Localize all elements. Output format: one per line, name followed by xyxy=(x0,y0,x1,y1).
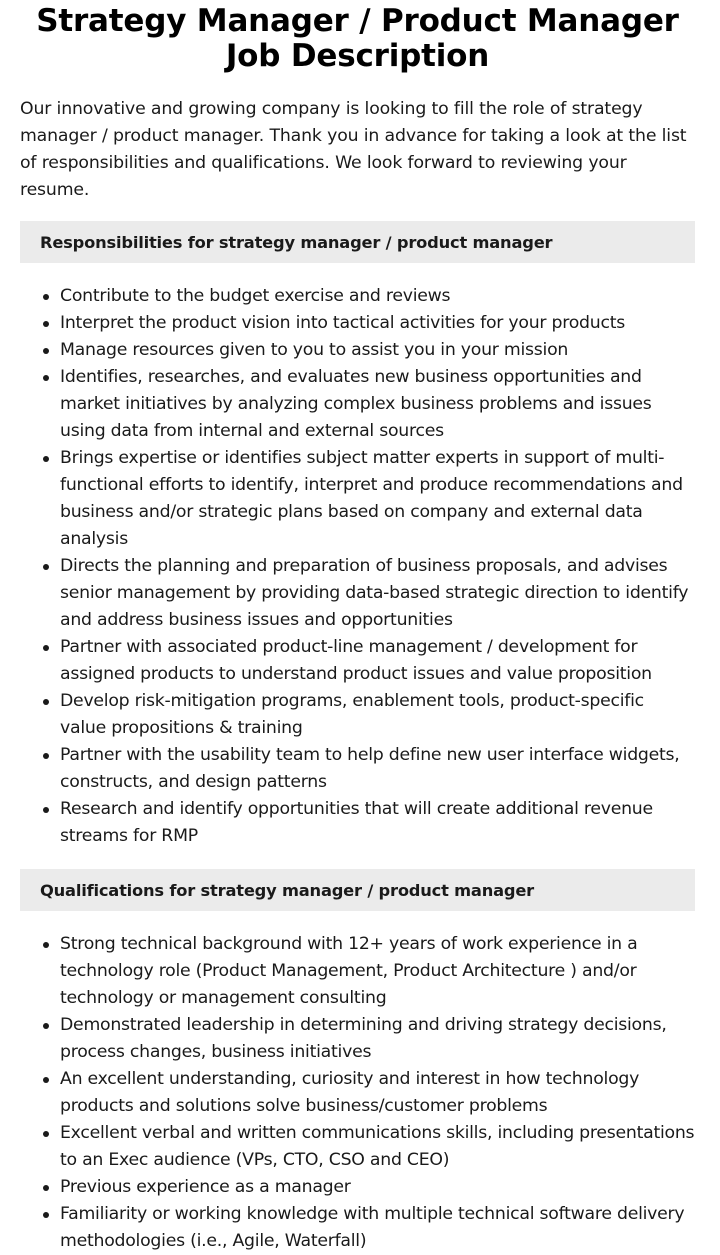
responsibility-item: Research and identify opportunities that will create additional revenue streams for RMP xyxy=(60,796,695,850)
responsibilities-section-header xyxy=(20,221,695,263)
responsibility-item: Partner with the usability team to help define new user interface widgets, constructs, and design patterns xyxy=(60,742,695,796)
page-title: Strategy Manager / Product Manager Job Description xyxy=(36,3,679,74)
qualification-item: An excellent understanding, curiosity and interest in how technology products and solutions solve business/customer problems xyxy=(60,1066,695,1120)
responsibility-item: Identifies, researches, and evaluates new business opportunities and market initiatives by analyzing complex business problems and issues using data from internal and external sources xyxy=(60,364,695,445)
qualifications-list xyxy=(20,931,695,1255)
responsibility-item: Contribute to the budget exercise and reviews xyxy=(60,283,695,310)
responsibilities-list xyxy=(20,283,695,850)
responsibility-item: Manage resources given to you to assist you in your mission xyxy=(60,337,695,364)
qualification-item: Excellent verbal and written communications skills, including presentations to an Exec audience (VPs, CTO, CSO and CEO) xyxy=(60,1120,695,1174)
responsibility-item: Develop risk-mitigation programs, enablement tools, product-specific value propositions & training xyxy=(60,688,695,742)
responsibilities-heading: Responsibilities for strategy manager / product manager xyxy=(40,232,553,252)
qualifications-heading: Qualifications for strategy manager / product manager xyxy=(40,880,535,900)
responsibility-item: Interpret the product vision into tactical activities for your products xyxy=(60,310,695,337)
responsibility-item: Brings expertise or identifies subject matter experts in support of multi-functional efforts to identify, interpret and produce recommendations and business and/or strategic plans based on company and external data analysis xyxy=(60,445,695,553)
intro-paragraph: Our innovative and growing company is looking to fill the role of strategy manager / product manager. Thank you in advance for taking a look at the list of responsibilities and qualifications. We look forward to reviewing your resume. xyxy=(20,99,687,200)
qualification-item: Demonstrated leadership in determining and driving strategy decisions, process changes, business initiatives xyxy=(60,1012,695,1066)
qualification-item: Familiarity or working knowledge with multiple technical software delivery methodologies (i.e., Agile, Waterfall) xyxy=(60,1201,695,1255)
responsibility-item: Partner with associated product-line management / development for assigned products to understand product issues and value proposition xyxy=(60,634,695,688)
qualification-item: Previous experience as a manager xyxy=(60,1174,695,1201)
qualification-item: Strong technical background with 12+ years of work experience in a technology role (Product Management, Product Architecture ) and/or technology or management consulting xyxy=(60,931,695,1012)
qualifications-section-header xyxy=(20,869,695,911)
responsibility-item: Directs the planning and preparation of business proposals, and advises senior management by providing data-based strategic direction to identify and address business issues and opportunities xyxy=(60,553,695,634)
